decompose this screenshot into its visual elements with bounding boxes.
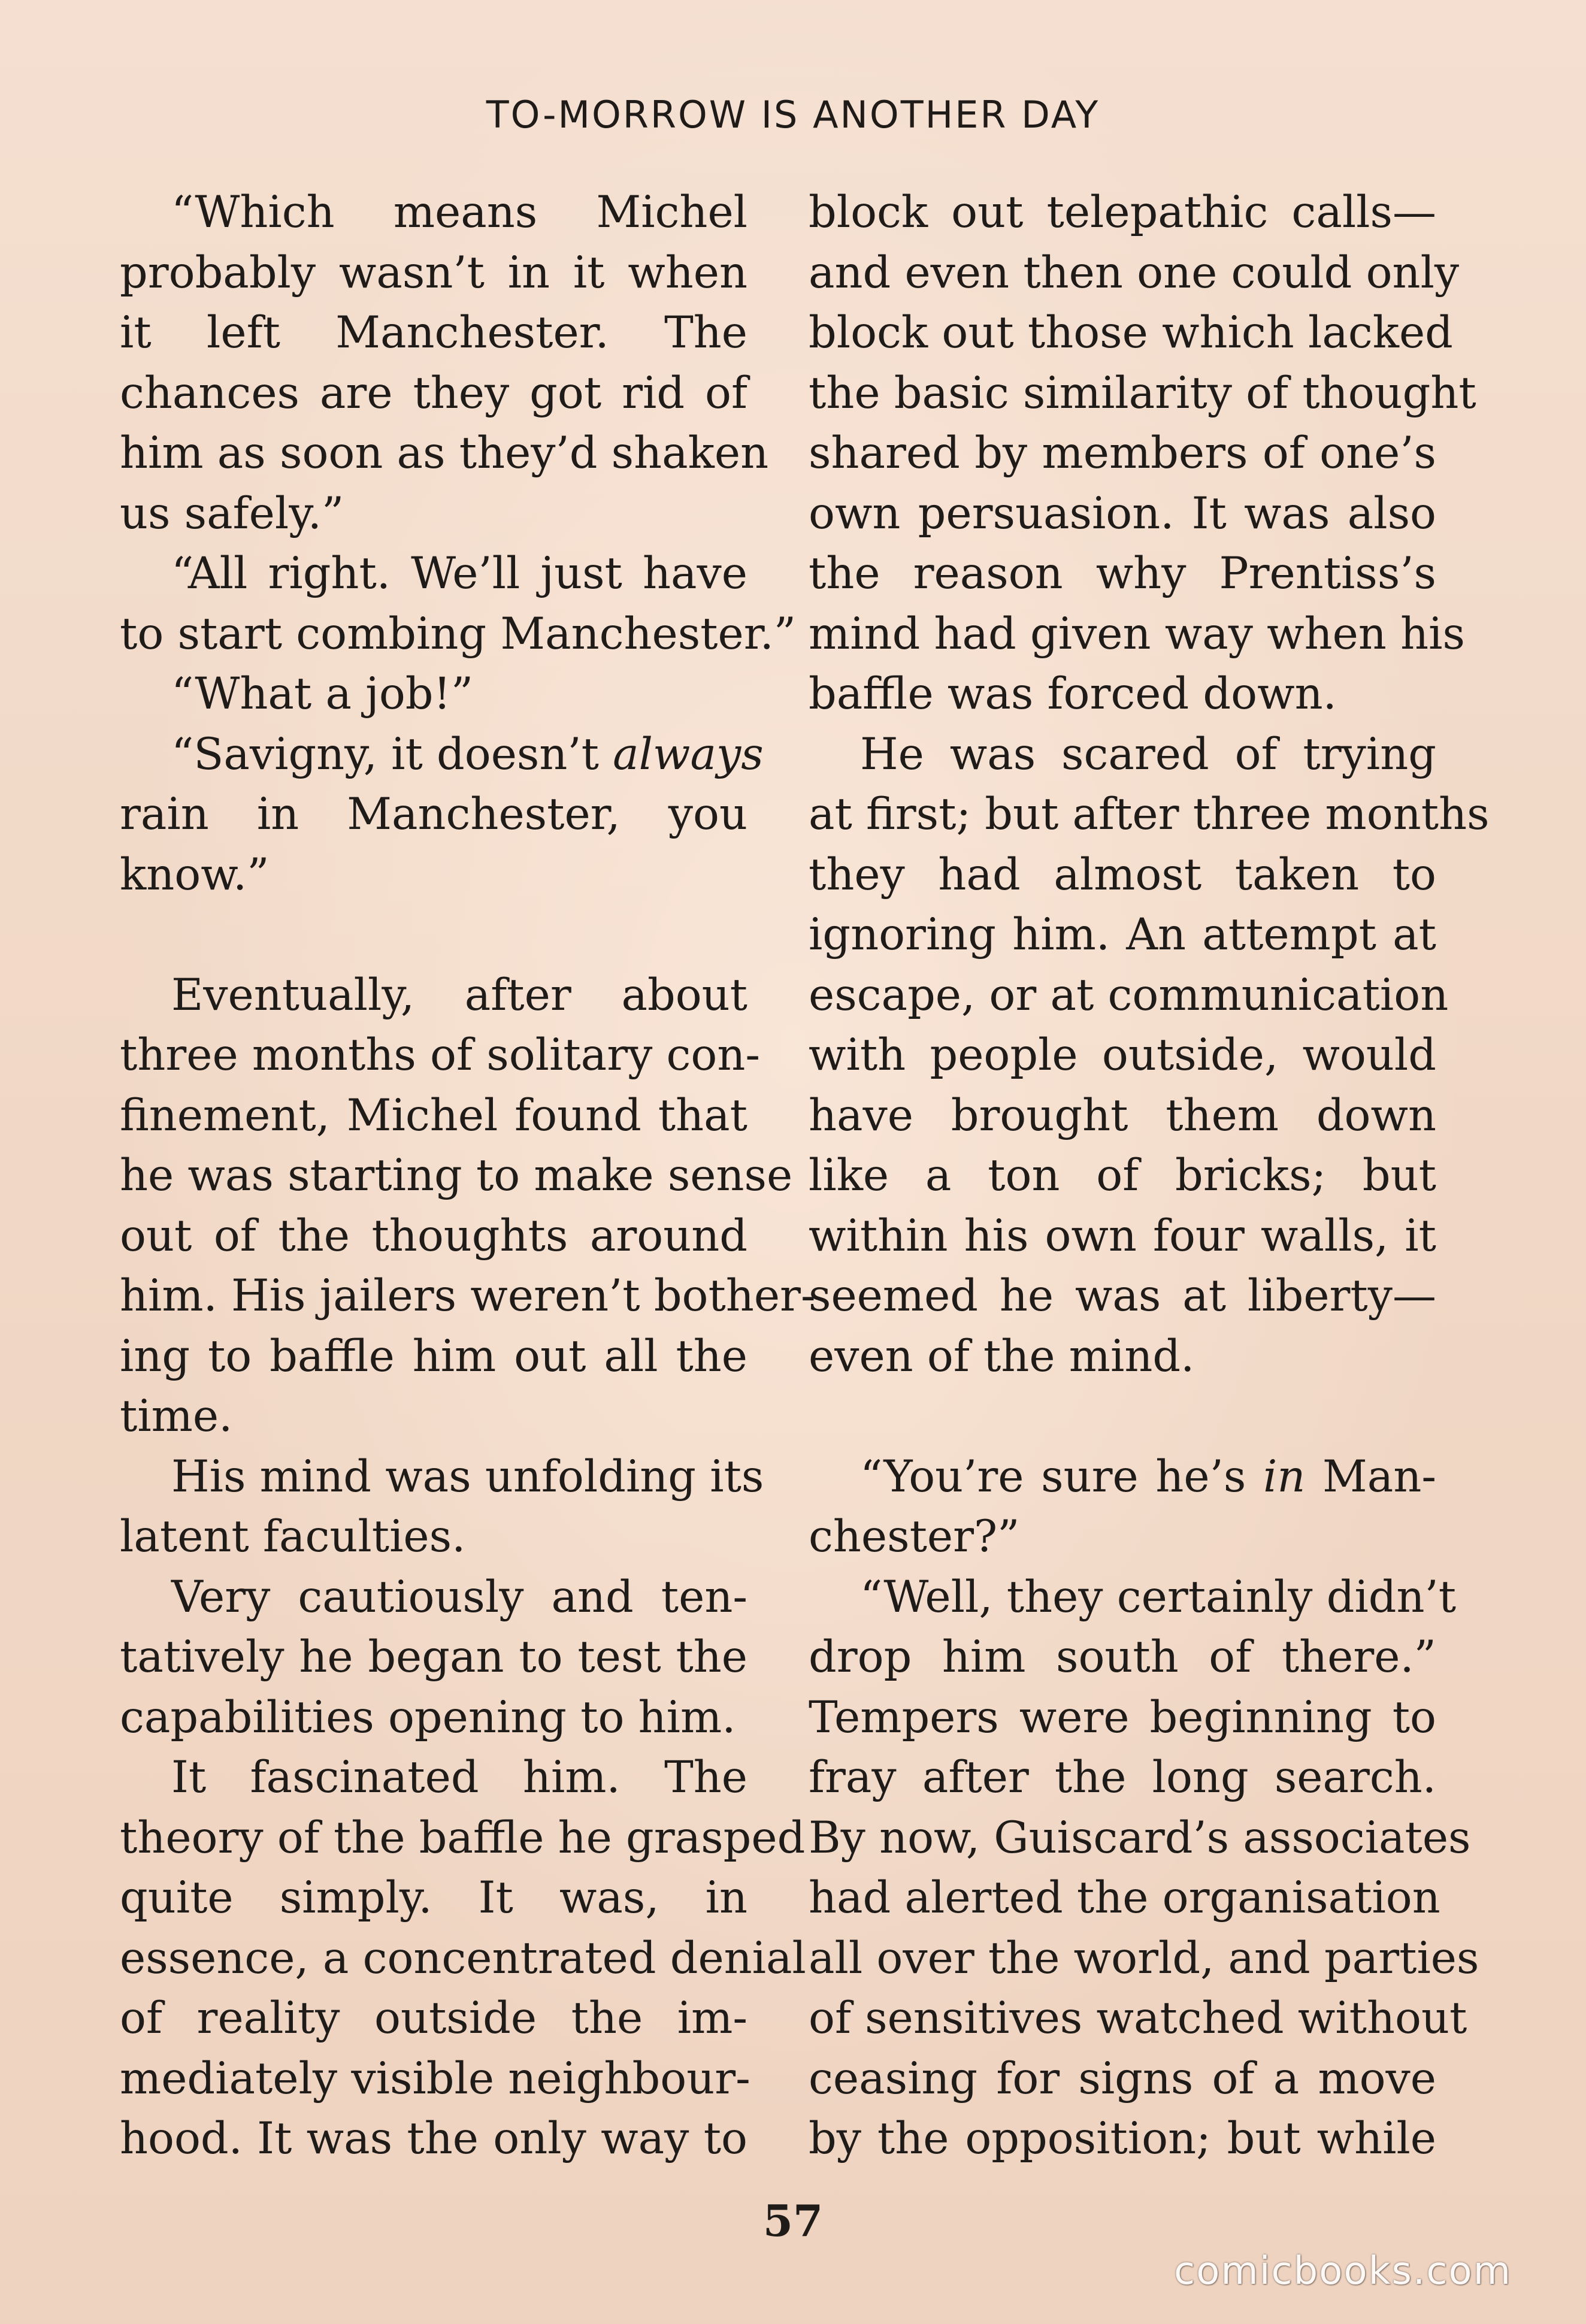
text-line: seemed he was at liberty— (809, 1270, 1436, 1321)
text-line: mind had given way when his (809, 608, 1465, 659)
text-line: quite simply. It was, in (120, 1872, 747, 1923)
text-line: all over the world, and parties (809, 1932, 1479, 1984)
text-line: and even then one could only (809, 247, 1460, 298)
text-line: even of the mind. (809, 1330, 1195, 1382)
text-line: By now, Guiscard’s associates (809, 1812, 1471, 1863)
text-line: “Well, they certainly didn’t (860, 1571, 1457, 1623)
text-line: “Savigny, it doesn’t always (171, 728, 764, 780)
text-line: mediately visible neighbour- (120, 2053, 750, 2104)
right-text-column (809, 183, 1490, 2169)
text-line: finement, Michel found that (120, 1090, 747, 1141)
text-line: hood. It was the only way to (120, 2113, 747, 2164)
page-number: 57 (762, 2195, 824, 2246)
text-line (809, 1387, 1436, 1447)
text-line: the reason why Prentiss’s (809, 548, 1436, 599)
text-line: block out those which lacked (809, 307, 1453, 358)
text-line: He was scared of trying (860, 728, 1436, 780)
text-line: the basic similarity of thought (809, 367, 1476, 419)
running-head: TO-MORROW IS ANOTHER DAY (486, 93, 1100, 137)
text-line: “Which means Michel (171, 187, 747, 238)
text-line: him. His jailers weren’t bother- (120, 1270, 816, 1321)
text-line: chances are they got rid of (120, 367, 747, 419)
text-line: drop him south of there.” (809, 1632, 1436, 1683)
left-text-column (120, 183, 816, 2169)
text-line: had alerted the organisation (809, 1872, 1440, 1923)
text-line: theory of the baffle he grasped (120, 1812, 806, 1863)
text-line: at first; but after three months (809, 789, 1490, 840)
text-line: chester?” (809, 1511, 1020, 1562)
text-line: he was starting to make sense (120, 1150, 793, 1201)
text-line: ignoring him. An attempt at (809, 909, 1436, 960)
text-line: out of the thoughts around (120, 1210, 747, 1261)
text-line: ceasing for signs of a move (809, 2053, 1436, 2104)
text-line: It fascinated him. The (171, 1752, 747, 1803)
text-line: by the opposition; but while (809, 2113, 1436, 2164)
text-line: shared by members of one’s (809, 428, 1436, 479)
text-line: capabilities opening to him. (120, 1691, 736, 1743)
text-line: to start combing Manchester.” (120, 608, 797, 659)
text-line: us safely.” (120, 488, 344, 539)
text-line: three months of solitary con- (120, 1030, 761, 1081)
text-line: time. (120, 1391, 233, 1442)
text-line: Eventually, after about (171, 969, 747, 1021)
text-line: fray after the long search. (809, 1752, 1436, 1803)
text-line: rain in Manchester, you (120, 789, 747, 840)
text-line: they had almost taken to (809, 849, 1436, 900)
text-line: it left Manchester. The (120, 307, 747, 358)
text-line: His mind was unfolding its (171, 1451, 764, 1502)
text-line: within his own four walls, it (809, 1210, 1436, 1261)
watermark: comicbooks.com (1174, 2249, 1512, 2293)
text-line: like a ton of bricks; but (809, 1150, 1436, 1201)
text-line: ing to baffle him out all the (120, 1330, 747, 1382)
text-line: tatively he began to test the (120, 1632, 747, 1683)
text-line: with people outside, would (809, 1030, 1436, 1081)
text-line: him as soon as they’d shaken (120, 428, 769, 479)
text-line: Very cautiously and ten- (171, 1571, 747, 1623)
text-line: “All right. We’ll just have (171, 548, 747, 599)
text-line: baffle was forced down. (809, 668, 1337, 719)
text-line: own persuasion. It was also (809, 488, 1436, 539)
text-line: block out telepathic calls— (809, 187, 1436, 238)
text-line: Tempers were beginning to (809, 1691, 1436, 1743)
text-line: know.” (120, 849, 270, 900)
text-line: “You’re sure he’s in Man- (860, 1451, 1436, 1502)
text-line: essence, a concentrated denial (120, 1932, 806, 1984)
text-line: have brought them down (809, 1090, 1436, 1141)
text-line (120, 905, 747, 966)
text-line: “What a job!” (171, 668, 474, 719)
text-line: of sensitives watched without (809, 1993, 1467, 2044)
text-line: of reality outside the im- (120, 1993, 747, 2044)
text-line: probably wasn’t in it when (120, 247, 747, 298)
text-line: latent faculties. (120, 1511, 466, 1562)
text-line: escape, or at communication (809, 969, 1449, 1021)
